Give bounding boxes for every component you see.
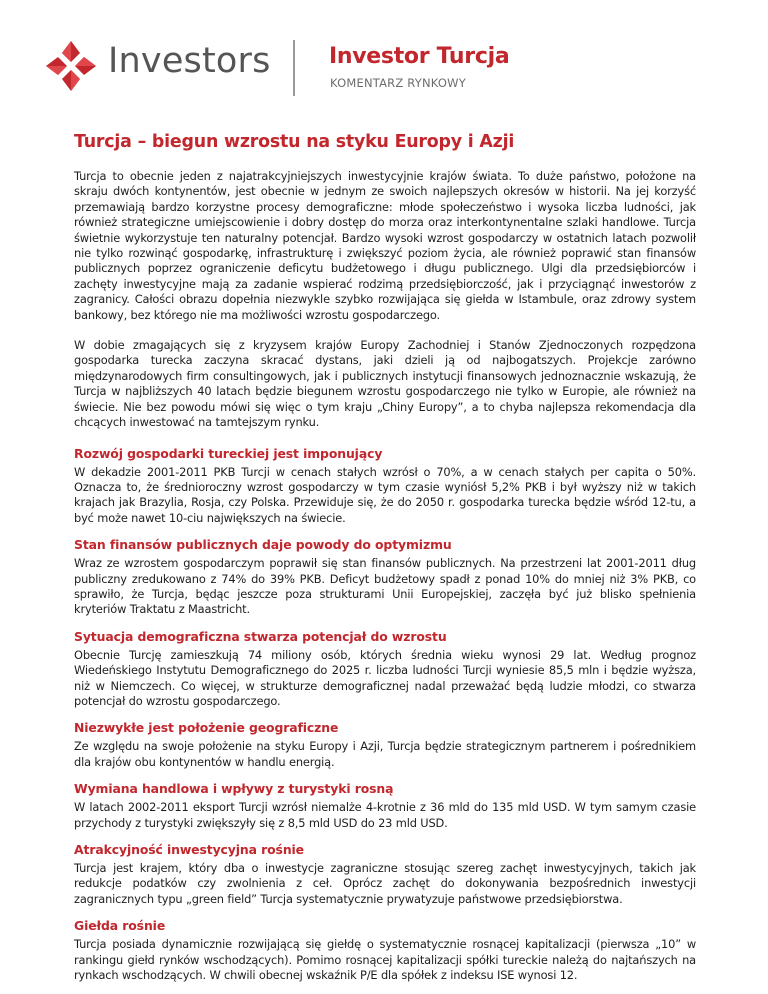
section-heading: Niezwykłe jest położenie geograficzne bbox=[74, 720, 339, 736]
header-subtitle: KOMENTARZ RYNKOWY bbox=[330, 76, 466, 90]
section-stock-exchange bbox=[74, 918, 696, 983]
intro-paragraph-1: Turcja to obecnie jeden z najatrakcyjniejszych inwestycyjnie krajów świata. To duże państwo, położone na skraju dwóch kontynentów, jest obecnie w jednym ze swoich najlepszych okresów w historii. Na jej korzyść przemawiają bardzo korzystne procesy demograficzne: młode społeczeństwo i wysoka liczba ludności, jak również strategiczne umiejscowienie i dobry dostęp do morza oraz interkontynentalne szlaki handlowe. Turcja świetnie wykorzystuje ten naturalny potencjał. Bardzo wysoki wzrost gospodarczy w ostatnich latach pozwolił nie tylko rozwinąć gospodarkę, infrastrukturę i zwiększyć poziom życia, ale również poprawić stan finansów publicznych poprzez ograniczenie deficytu budżetowego i długu publicznego. Ulgi dla przedsiębiorców i zachęty inwestycyjne mają za zadanie wspierać rodzimą przedsiębiorczość, jak i przyciągnąć inwestorów z zagranicy. Całości obrazu dopełnia niezwykle szybko rozwijająca się giełda w Istambule, oraz zdrowy system bankowy, bez którego nie ma możliwości wzrostu gospodarczego. bbox=[74, 169, 696, 322]
section-heading: Stan finansów publicznych daje powody do optymizmu bbox=[74, 537, 452, 553]
page-header bbox=[0, 0, 768, 110]
section-public-finance bbox=[74, 537, 696, 618]
section-text: W dekadzie 2001-2011 PKB Turcji w cenach stałych wzrósł o 70%, a w cenach stałych per capita o 50%. Oznacza to, że średnioroczny wzrost gospodarczy w tym czasie wyniósł 5,2% PKB i był wyższy niż w takich krajach jak Brazylia, Rosja, czy Polska. Przewiduje się, że do 2050 r. gospodarka turecka będzie wśród 12-tu, a być może nawet 10-ciu największych na świecie. bbox=[74, 464, 696, 525]
section-investment bbox=[74, 842, 696, 907]
section-text: Obecnie Turcję zamieszkują 74 miliony osób, których średnia wieku wynosi 29 lat. Według prognoz Wiedeńskiego Instytutu Demograficznego do 2025 r. liczba ludności Turcji wyniesie 85,5 mln i będzie wyższa, niż w Niemczech. Co więcej, w strukturze demograficznej nadal przeważać będą ludzie młodzi, co stwarza potencjał do wzrostu gospodarczego. bbox=[74, 647, 696, 708]
section-heading: Giełda rośnie bbox=[74, 918, 166, 934]
section-heading: Sytuacja demograficzna stwarza potencjał do wzrostu bbox=[74, 628, 447, 644]
header-divider bbox=[293, 40, 295, 96]
article bbox=[74, 132, 696, 994]
section-text: W latach 2002-2011 eksport Turcji wzrósł niemalże 4-krotnie z 36 mld do 135 mld USD. W tym samym czasie przychody z turystyki zwiększyły się z 8,5 mld USD do 23 mld USD. bbox=[74, 800, 696, 830]
section-economy bbox=[74, 446, 696, 527]
intro-paragraph-2: W dobie zmagających się z kryzysem krajów Europy Zachodniej i Stanów Zjednoczonych rozpędzona gospodarka turecka zaczyna skracać dystans, jaki dzieli ją od najbogatszych. Projekcje zarówno międzynarodowych firm consultingowych, jak i publicznych instytucji finansowych jednoznacznie wskazują, że Turcja w najbliższych 40 latach będzie biegunem wzrostu gospodarczego nie tylko w Europie, ale również na świecie. Nie bez powodu mówi się więc o tym kraju „Chiny Europy”, a to chyba najlepsza rekomendacja dla chcących inwestować na tamtejszym rynku. bbox=[74, 338, 696, 430]
section-trade-tourism bbox=[74, 781, 696, 831]
article-title: Turcja – biegun wzrostu na styku Europy i Azji bbox=[74, 132, 515, 152]
section-text: Turcja posiada dynamicznie rozwijającą się giełdę o systematycznie rosnącej kapitalizacji (pierwsza „10” w rankingu giełd rynków wschodzących). Pomimo rosnącej kapitalizacji spółki tureckie należą do najtańszych na rynkach wschodzących. W chwili obecnej wskaźnik P/E dla spółek z indeksu ISE wynosi 12. bbox=[74, 937, 696, 983]
brand-name: Investors bbox=[108, 41, 271, 81]
header-title: Investor Turcja bbox=[329, 44, 510, 69]
section-demography bbox=[74, 629, 696, 710]
section-text: Wraz ze wzrostem gospodarczym poprawił się stan finansów publicznych. Na przestrzeni lat 2001-2011 dług publiczny zredukowano z 74% do 39% PKB. Deficyt budżetowy spadł z ponad 10% do mniej niż 3% PKB, co sprawiło, że Turcja, będąc jeszcze poza strukturami Unii Europejskiej, zaczęła być już blisko spełnienia kryteriów Traktatu z Maastricht. bbox=[74, 556, 696, 617]
section-text: Turcja jest krajem, który dba o inwestycje zagraniczne stosując szereg zachęt inwestycyjnych, takich jak redukcje podatków czy zwolnienia z ceł. Oprócz zachęt do dokonywania bezpośrednich inwestycji zagranicznych typu „green field” Turcja systematycznie prywatyzuje państwowe przedsiębiorstwa. bbox=[74, 861, 696, 906]
section-heading: Wymiana handlowa i wpływy z turystyki rosną bbox=[74, 781, 394, 797]
section-heading: Atrakcyjność inwestycyjna rośnie bbox=[74, 842, 304, 857]
section-heading: Rozwój gospodarki tureckiej jest imponujący bbox=[74, 445, 383, 461]
section-text: Ze względu na swoje położenie na styku Europy i Azji, Turcja będzie strategicznym partnerem i pośrednikiem dla krajów obu kontynentów w handlu energią. bbox=[74, 739, 696, 769]
section-geography bbox=[74, 720, 696, 770]
investors-star-logo bbox=[42, 37, 100, 95]
